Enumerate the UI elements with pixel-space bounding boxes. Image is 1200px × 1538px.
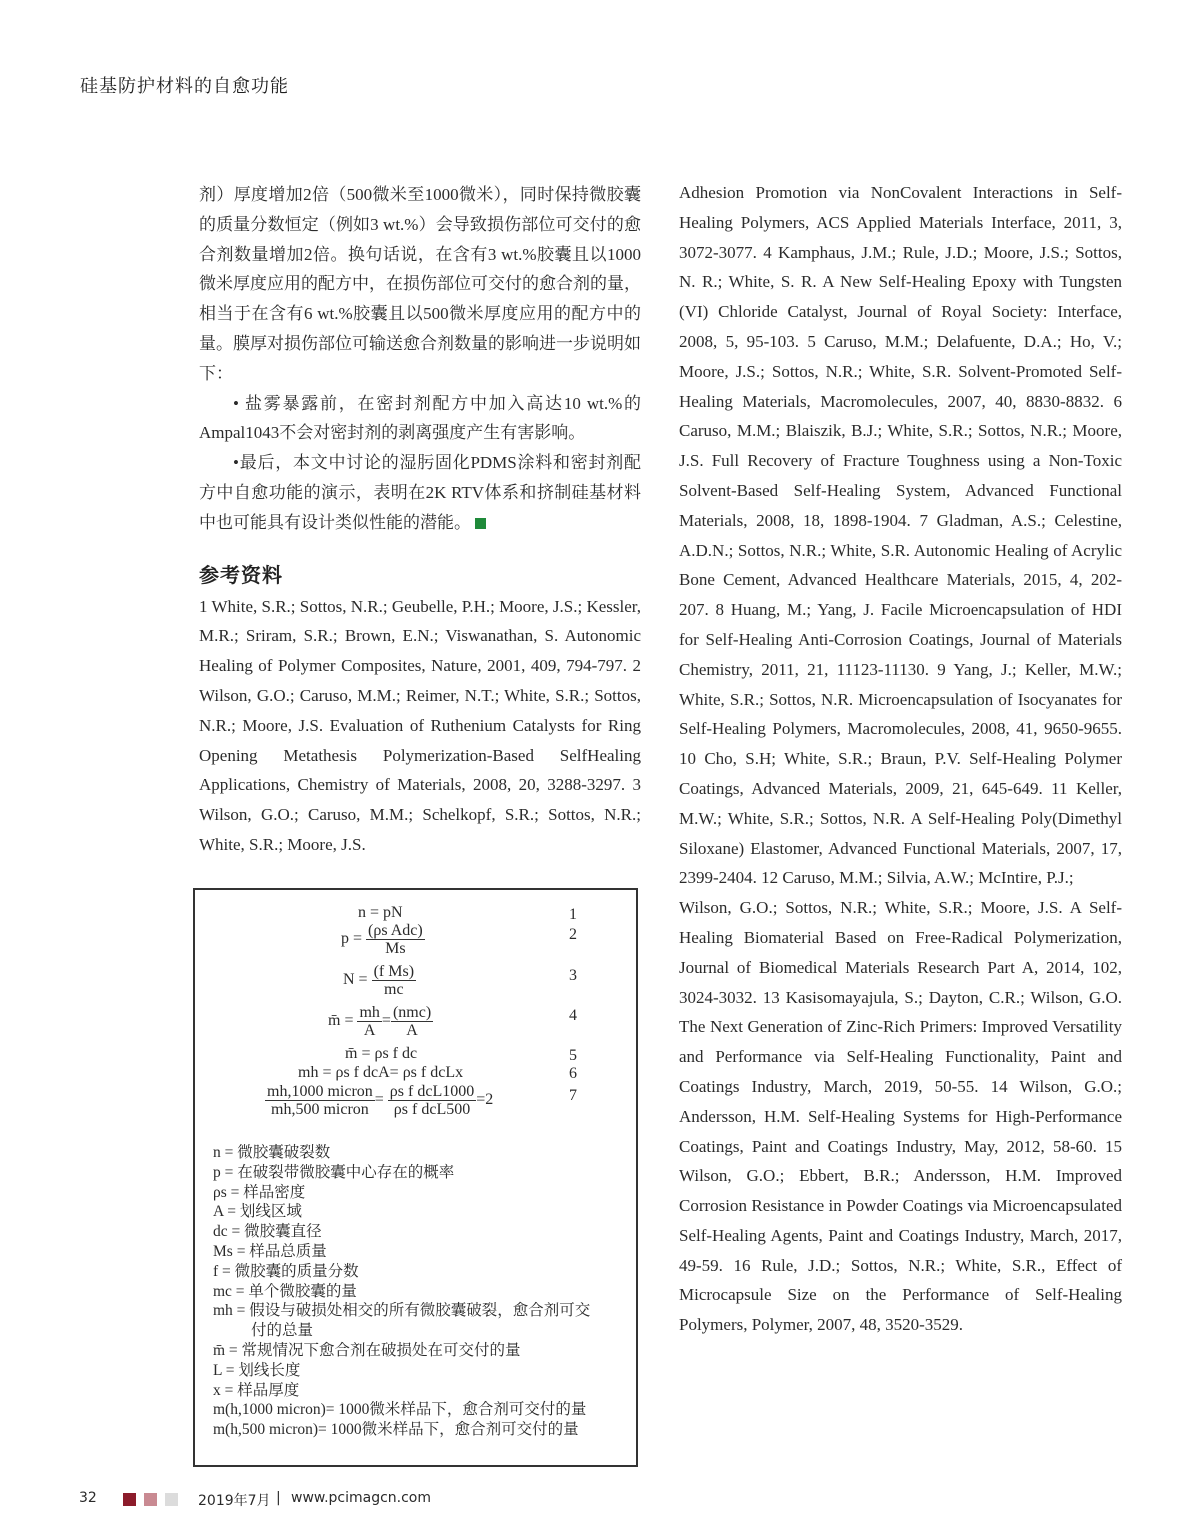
equation-2-fraction [366, 922, 425, 957]
definition-item: m(h,500 micron)= 1000微米样品下，愈合剂可交付的量 [213, 1421, 579, 1439]
definition-item: mc = 单个微胶囊的量 [213, 1282, 357, 1300]
issue-date: 2019年7月 [198, 1493, 271, 1509]
equation-4-denominator-2: A [406, 1022, 418, 1039]
definition-item: m(h,1000 micron)= 1000微米样品下，愈合剂可交付的量 [213, 1401, 587, 1419]
equation-7-fraction-1 [265, 1083, 375, 1118]
equation-7-denominator-2: ρs f dcL500 [393, 1101, 471, 1118]
equation-number-7: 7 [569, 1087, 577, 1104]
equation-number-6: 6 [569, 1065, 577, 1082]
footer-separator: | [276, 1490, 281, 1506]
equation-3-numerator: (f Ms) [373, 963, 415, 980]
references-right-2: Wilson, G.O.; Sottos, N.R.; White, S.R.; Moore, J.S. A Self-Healing Biomaterial Based on Free-Radical Polymerization, Journal of Biomedical Materials Research Part A, 2014, 102, 3024-3032. 13 Kasisomayajula, S.; Dayton, C.R.; Wilson, G.O. The Next Generation of Zinc-Rich Primers: Improved Versatility and Performance via Self-Healing Functionality, Paint and Coatings Industry, March, 2019, 50-55. 14 Wilson, G.O.; Andersson, H.M. Self-Healing Systems for High-Performance Coatings, Paint and Coatings Industry, May, 2012, 58-60. 15 Wilson, G.O.; Ebbert, B.R.; Andersson, H.M. Improved Corrosion Resistance in Powder Coatings via Microencapsulated Self-Healing Agents, Paint and Coatings Industry, March, 2017, 49-59. 16 Rule, J.D.; Sottos, N.R.; White, S.R., Effect of Microcapsule Size on the Performance of Self-Healing Polymers, Polymer, 2007, 48, 3520-3529. [679, 898, 1122, 1335]
equation-4-lhs: m̄ = [328, 1012, 354, 1030]
definition-item-continuation: 付的总量 [251, 1322, 314, 1340]
equation-7-numerator-1: mh,1000 micron [267, 1083, 373, 1100]
equation-4-numerator-2: (nmc) [392, 1004, 432, 1021]
equation-2-numerator: (ρs Adc) [368, 922, 423, 939]
equation-4-fraction-1 [357, 1004, 381, 1039]
footer-square-icon [123, 1493, 136, 1506]
definition-item: p = 在破裂带微胶囊中心存在的概率 [213, 1163, 455, 1181]
equation-number-4: 4 [569, 1007, 577, 1024]
page-number: 32 [79, 1490, 97, 1506]
references-right: Adhesion Promotion via NonCovalent Interactions in Self-Healing Polymers, ACS Applied Materials Interface, 2011, 3, 3072-3077. 4 Kamphaus, J.M.; Rule, J.D.; Moore, J.S.; Sottos, N. R.; White, S. R. A New Self-Healing Epoxy with Tungsten (VI) Chloride Catalyst, Journal of Royal Society: Interface, 2008, 5, 95-103. 5 Caruso, M.M.; Delafuente, D.A.; Ho, V.; Moore, J.S.; Sottos, N.R.; White, S.R. Solvent-Promoted Self-Healing Materials, Macromolecules, 2007, 40, 8830-8832. 6 Caruso, M.M.; Blaiszik, B.J.; White, S.R.; Sottos, N.R.; Moore, J.S. Full Recovery of Fracture Toughness using a Non-Toxic Solvent-Based Self-Healing System, Advanced Functional Materials, 2008, 18, 1898-1904. 7 Gladman, A.S.; Celestine, A.D.N.; Sottos, N.R.; White, S.R. Autonomic Healing of Acrylic Bone Cement, Advanced Healthcare Materials, 2015, 4, 202-207. 8 Huang, M.; Yang, J. Facile Microencapsulation of HDI for Self-Healing Anti-Corrosion Coatings, Journal of Materials Chemistry, 2011, 21, 11123-11130. 9 Yang, J.; Keller, M.W.; White, S.R.; Sottos, N.R. Microencapsulation of Isocyanates for Self-Healing Polymers, Macromolecules, 2008, 41, 9650-9655. 10 Cho, S.H; White, S.R.; Braun, P.V. Self-Healing Polymer Coatings, Advanced Materials, 2009, 21, 645-649. 11 Keller, M.W.; White, S.R.; Sottos, N.R. A Self-Healing Poly(Dimethyl Siloxane) Elastomer, Advanced Functional Materials, 2007, 17, 2399-2404. 12 Caruso, M.M.; Silvia, A.W.; McIntire, P.J.; [679, 183, 1122, 888]
left-column [199, 180, 641, 860]
equation-4-numerator-1: mh [359, 1004, 380, 1021]
equation-4-denominator-1: A [363, 1022, 376, 1039]
equation-6: mh = ρs f dcA= ρs f dcLx [298, 1064, 464, 1081]
equation-7-fraction-2 [388, 1083, 476, 1118]
end-of-article-mark-icon [475, 518, 486, 529]
equation-7-denominator-1: mh,500 micron [271, 1101, 369, 1118]
definition-item: x = 样品厚度 [213, 1381, 300, 1399]
equation-7: $\frac{\text{mh,1000 micron}}{\text{mh,500 micron}}$ = $\frac{\text{ρs f dcL1000}}{\text{ρs f dcL500}}$ =2 [267, 1083, 494, 1118]
equation-3-denominator: mc [384, 981, 404, 998]
equation-number-1: 1 [569, 906, 577, 923]
bullet-paragraph-2 [199, 448, 641, 537]
definition-item: f = 微胶囊的质量分数 [213, 1262, 359, 1280]
definition-item: n = 微胶囊破裂数 [213, 1144, 331, 1161]
equation-number-5: 5 [569, 1047, 577, 1064]
equation-2-denominator: Ms [385, 940, 406, 957]
definition-item: A = 划线区域 [213, 1203, 302, 1221]
right-column [679, 178, 1122, 1340]
equation-7-tail: =2 [476, 1091, 494, 1109]
definition-item: Ms = 样品总质量 [213, 1242, 327, 1260]
formula-box [193, 888, 638, 1467]
website-link[interactable]: www.pcimagcn.com [291, 1490, 432, 1506]
definition-item: dc = 微胶囊直径 [213, 1223, 322, 1241]
footer-square-icon [165, 1493, 178, 1506]
definition-item: m̄ = 常规情况下愈合剂在破损处在可交付的量 [213, 1341, 521, 1359]
equation-4: m̄ = $\frac{mh}{A}$ = $\frac{\text{(nmc)}}{A}$ [328, 1004, 432, 1039]
bullet-paragraph-1: • 盐雾暴露前，在密封剂配方中加入高达10 wt.%的Ampal1043不会对密封剂的剥离强度产生有害影响。 [199, 393, 641, 443]
equation-4-fraction-2 [391, 1004, 433, 1039]
equation-5: m̄ = ρs f dc [345, 1045, 418, 1062]
definition-item: L = 划线长度 [213, 1361, 301, 1379]
equation-1: n = pN [358, 904, 403, 921]
equation-2-lhs: p = [341, 930, 363, 948]
equation-2 [341, 922, 425, 957]
equation-3 [343, 963, 416, 998]
equation-number-3: 3 [569, 967, 577, 984]
body-paragraph-1: 剂）厚度增加2倍（500微米至1000微米），同时保持微胶囊的质量分数恒定（例如3 wt.%）会导致损伤部位可交付的愈合剂数量增加2倍。换句话说，在含有3 wt.%胶囊且以1000微米厚度应用的配方中，在损伤部位可交付的愈合剂的量，相当于在含有6 wt.%胶囊且以500微米厚度应用的配方中的量。膜厚对损伤部位可输送愈合剂数量的影响进一步说明如下： [199, 185, 641, 383]
definitions-list [213, 1143, 633, 1440]
definition-item: ρs = 样品密度 [213, 1183, 306, 1201]
footer-square-icon [144, 1493, 157, 1506]
references-left: 1 White, S.R.; Sottos, N.R.; Geubelle, P.H.; Moore, J.S.; Kessler, M.R.; Sriram, S.R.; Brown, E.N.; Viswanathan, S. Autonomic Healing of Polymer Composites, Nature, 2001, 409, 794-797. 2 Wilson, G.O.; Caruso, M.M.; Reimer, N.T.; White, S.R.; Sottos, N.R.; Moore, J.S. Evaluation of Ruthenium Catalysts for Ring Opening Metathesis Polymerization-Based SelfHealing Applications, Chemistry of Materials, 2008, 20, 3288-3297. 3 Wilson, G.O.; Caruso, M.M.; Schelkopf, S.R.; Sottos, N.R.; White, S.R.; Moore, J.S. [199, 596, 641, 854]
running-header: 硅基防护材料的自愈功能 [80, 76, 289, 97]
equation-7-numerator-2: ρs f dcL1000 [389, 1083, 475, 1100]
definition-item: mh = 假设与破损处相交的所有微胶囊破裂，愈合剂可交 [213, 1302, 591, 1320]
references-heading: 参考资料 [199, 562, 283, 587]
equation-3-lhs: N = [343, 971, 368, 989]
bullet-paragraph-2-text: •最后，本文中讨论的湿肟固化PDMS涂料和密封剂配方中自愈功能的演示，表明在2K RTV体系和挤制硅基材料中也可能具有设计类似性能的潜能。 [199, 453, 641, 532]
equation-3-fraction [372, 963, 416, 998]
equation-number-2: 2 [569, 926, 577, 943]
